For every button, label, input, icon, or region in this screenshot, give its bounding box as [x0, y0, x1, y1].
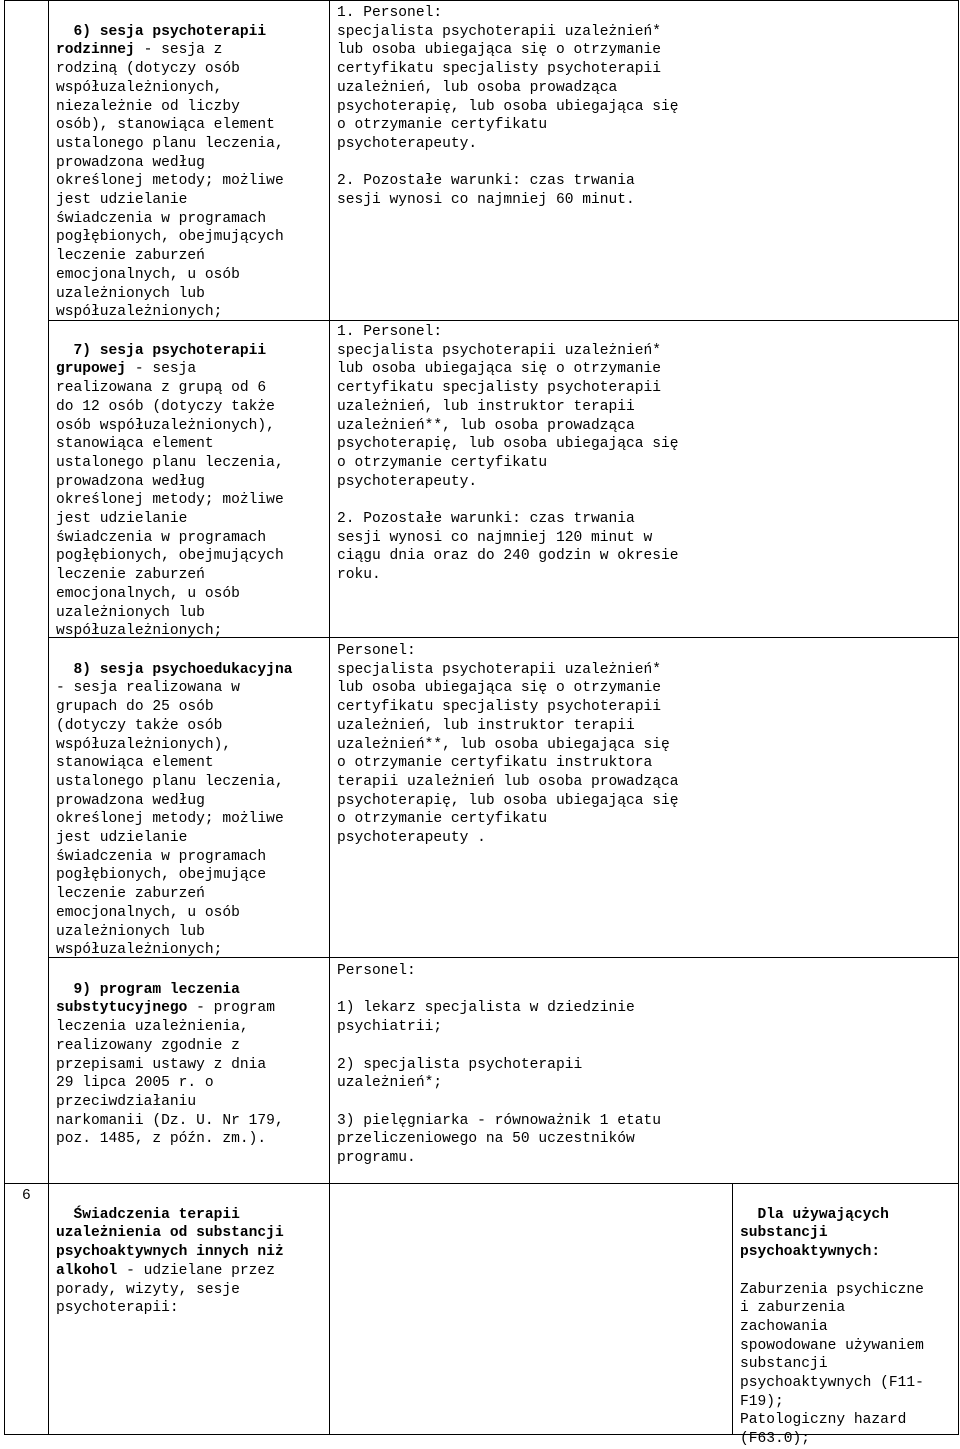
- row-7-requirements: 1. Personel: specjalista psychoterapii uzależnień* lub osoba ubiegająca się o otrzymanie certyfikatu specjalisty psychoterapii uzależnień, lub instruktor terapii uzależnień**, lub osoba prowadząca psychoterapię, lub osoba ubiegająca się o otrzymanie certyfikatu psychoterapeuty. 2. Pozostałe warunki: czas trwania sesji wynosi co najmniej 120 minut w ciągu dnia oraz do 240 godzin w okresie roku.: [337, 324, 679, 584]
- row-divider-top: [4, 0, 959, 1]
- last-row-description: [56, 1187, 284, 1318]
- row-9-body: - program leczenia uzależnienia, realizowany zgodnie z przepisami ustawy z dnia 29 lipca 2005 r. o przeciwdziałaniu narkomanii (Dz. U. Nr 179, poz. 1485, z późn. zm.).: [56, 1000, 284, 1148]
- diagnoses-title: Dla używających substancji psychoaktywnych:: [740, 1206, 889, 1261]
- row-8-title: 8) sesja psychoedukacyjna: [73, 661, 293, 678]
- row-6-body: - sesja z rodziną (dotyczy osób współuzależnionych, niezależnie od liczby osób), stanowiąca element ustalonego planu leczenia, prowadzona według określonej metody; możliwe jest udzielanie świadczenia w programach pogłębionych, obejmujących leczenie zaburzeń emocjonalnych, u osób uzależnionych lub współuzależnionych;: [56, 42, 284, 321]
- row-8-body: - sesja realizowana w grupach do 25 osób (dotyczy także osób współuzależnionych), stanowiąca element ustalonego planu leczenia, prowadzona według określonej metody; możliwe jest udzielanie świadczenia w programach pogłębionych, obejmujące leczenie zaburzeń emocjonalnych, u osób uzależnionych lub współuzależnionych;: [56, 680, 284, 959]
- last-row-diagnoses: [740, 1187, 924, 1449]
- table-border-left: [4, 0, 5, 1435]
- last-row-title: Świadczenia terapii uzależnienia od substancji psychoaktywnych innych niż alkohol: [56, 1206, 284, 1279]
- col-divider-1: [48, 0, 49, 1435]
- last-row-number: 6: [22, 1188, 31, 1204]
- row-7-description: [56, 323, 284, 641]
- table-border-right: [958, 0, 959, 1435]
- row-9-description: [56, 962, 284, 1149]
- row-6-requirements: 1. Personel: specjalista psychoterapii uzależnień* lub osoba ubiegająca się o otrzymanie certyfikatu specjalisty psychoterapii uzależnień, lub osoba prowadząca psychoterapię, lub osoba ubiegająca się o otrzymanie certyfikatu psychoterapeuty. 2. Pozostałe warunki: czas trwania sesji wynosi co najmniej 60 minut.: [337, 5, 679, 209]
- last-row-body: - udzielane przez porady, wizyty, sesje psychoterapii:: [56, 1262, 275, 1317]
- row-9-title: 9) program leczenia substytucyjnego: [56, 981, 240, 1017]
- row-8-description: [56, 642, 292, 960]
- col-divider-2: [329, 0, 330, 1435]
- row-6-description: [56, 4, 284, 322]
- row-7-title: 7) sesja psychoterapii grupowej: [56, 342, 267, 378]
- row-7-body: - sesja realizowana z grupą od 6 do 12 osób (dotyczy także osób współuzależnionych), stanowiąca element ustalonego planu leczenia, prowadzona według określonej metody; możliwe jest udzielanie świadczenia w programach pogłębionych, obejmujących leczenie zaburzeń emocjonalnych, u osób uzależnionych lub współuzależnionych;: [56, 361, 284, 640]
- col-divider-3: [732, 1183, 733, 1435]
- row-divider-4: [4, 1183, 959, 1184]
- row-6-title: 6) sesja psychoterapii rodzinnej: [56, 23, 267, 59]
- row-9-requirements: Personel: 1) lekarz specjalista w dziedzinie psychiatrii; 2) specjalista psychoterapii uzależnień*; 3) pielęgniarka - równoważnik 1 etatu przeliczeniowego na 50 uczestników programu.: [337, 963, 662, 1167]
- diagnoses-body: Zaburzenia psychiczne i zaburzenia zachowania spowodowane używaniem substancji psychoaktywnych (F11- F19); Patologiczny hazard (F63.0);: [740, 1281, 924, 1448]
- row-8-requirements: Personel: specjalista psychoterapii uzależnień* lub osoba ubiegająca się o otrzymanie certyfikatu specjalisty psychoterapii uzależnień, lub instruktor terapii uzależnień**, lub osoba ubiegająca się o otrzymanie certyfikatu instruktora terapii uzależnień lub osoba prowadząca psychoterapię, lub osoba ubiegająca się o otrzymanie certyfikatu psychoterapeuty .: [337, 643, 679, 847]
